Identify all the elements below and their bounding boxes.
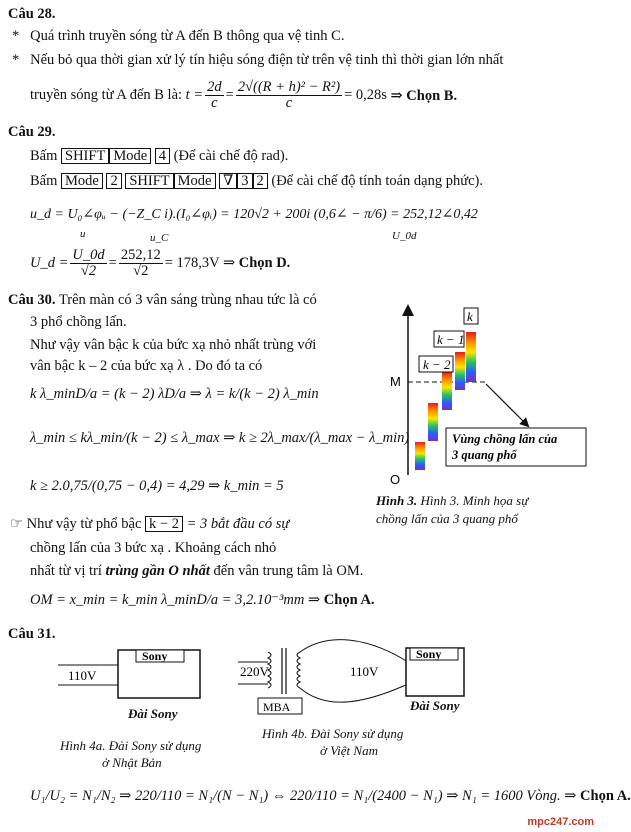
q30-line-1: Câu 30. Trên màn có 3 vân sáng trùng nhau tức là có <box>8 292 317 308</box>
q30-eq2: λ_min ≤ kλ_min/(k − 2) ≤ λ_max ⇒ k ≥ 2λ_max/(λ_max − λ_min) <box>30 430 410 446</box>
q30-line-4: vân bậc k – 2 của bức xạ λ . Do đó ta có <box>30 358 263 374</box>
q29-eq1: u_d = U₀∠φᵤ − (−Z_C i).(I₀∠φᵢ) = 120√2 + 200i (0,6∠ − π/6) = 252,12∠0,42 <box>30 207 478 222</box>
q28-title: Câu 28. <box>8 6 56 22</box>
q28-bullet-2: * Nếu bỏ qua thời gian xử lý tín hiệu sóng điện từ trên vệ tinh thì thời gian lớn nhất <box>12 52 504 68</box>
overlap-note-line-1: Vùng chồng lấn của <box>452 432 558 446</box>
figure-4a-caption-2: ở Nhật Bản <box>102 755 162 770</box>
radio-4a-name: Đài Sony <box>128 706 178 721</box>
watermark: mpc247.com <box>527 816 594 828</box>
q30-line-7: nhất từ vị trí trùng gần O nhất đến vân trung tâm là OM. <box>30 563 364 579</box>
label-k1: k − 1 <box>437 332 465 347</box>
mba-label: MBA <box>263 700 291 714</box>
pointer-hand-icon: ☞ <box>10 516 23 532</box>
input-voltage-label: 220V <box>240 664 269 679</box>
q30-line-5: ☞ Như vậy từ phổ bậc k − 2 = 3 bắt đầu có sự <box>10 516 290 532</box>
label-m: M <box>390 374 401 389</box>
radio-japan-figure <box>58 645 208 705</box>
q29-title: Câu 29. <box>8 124 56 140</box>
q31-equation: U₁/U₂ = N₁/N₂ ⇒ 220/110 = N₁/(N − N₁) ⇔ 220/110 = N₁/(2400 − N₁) ⇒ N₁ = 1600 Vòng. ⇒ Chọn A. <box>30 788 631 804</box>
label-k2: k − 2 <box>423 357 451 372</box>
output-voltage-label: 110V <box>350 664 379 679</box>
q29-eq2: U_d = $\frac{U\_0d}{√2}$ = $\frac{252,12}{√2}$ = 178,3V ⇒ Chọn D. <box>30 247 291 279</box>
q29-step-2: Bấm Mode 2 SHIFT Mode ∇ 3 2 (Để cài chế độ tính toán dạng phức). <box>30 173 483 189</box>
figure-3-caption-1: Hình 3. Hình 3. Minh họa sự <box>376 493 529 508</box>
q28-formula-line: truyền sóng từ A đến B là: t = $\frac{2d}{c}$ = $\frac{\text{2√((R + h)² − R²)}}{c}$ = 0,28s ⇒ Chọn B. <box>30 79 458 111</box>
label-o: O <box>390 472 401 487</box>
spectrum-bar-4 <box>455 352 465 390</box>
spectrum-bar-1 <box>415 442 425 470</box>
spectrum-bar-2 <box>428 403 438 441</box>
figure-4a-caption-1: Hình 4a. Đài Sony sử dụng <box>60 738 202 753</box>
q30-line-3: Như vậy vân bậc k của bức xạ nhỏ nhất trùng với <box>30 337 317 353</box>
q30-line-6: chồng lấn của 3 bức xạ . Khoảng cách nhỏ <box>30 540 277 556</box>
spectrum-bar-5 <box>466 332 476 382</box>
q29-eq1-u0d: U_0d <box>392 230 417 242</box>
q30-line-2: 3 phổ chồng lấn. <box>30 314 127 330</box>
q31-title: Câu 31. <box>8 626 56 642</box>
voltage-label: 110V <box>68 668 97 683</box>
q30-eq1: k λ_minD/a = (k − 2) λD/a ⇒ λ = k/(k − 2) λ_min <box>30 386 319 402</box>
secondary-wire-top <box>300 640 408 662</box>
label-k: k <box>467 309 473 324</box>
figure-4b-caption-1: Hình 4b. Đài Sony sử dụng <box>262 726 404 741</box>
sony-label: Sony <box>142 649 168 663</box>
secondary-coil <box>297 652 300 688</box>
pointer-arrow <box>486 384 526 424</box>
q28-bullet-1: * Quá trình truyền sóng từ A đến B thông qua vệ tinh C. <box>12 28 345 44</box>
q29-eq1-u: u <box>80 228 86 240</box>
spectrum-overlap-figure <box>378 300 598 490</box>
radio-4b-name: Đài Sony <box>410 698 460 713</box>
q29-eq1-uc: u_C <box>150 232 169 244</box>
sony-label-b: Sony <box>416 647 442 661</box>
overlap-note-line-2: 3 quang phổ <box>452 448 517 462</box>
q30-eq4: OM = x_min = k_min λ_minD/a = 3,2.10⁻³mm ⇒ Chọn A. <box>30 592 375 608</box>
q30-eq3: k ≥ 2.0,75/(0,75 − 0,4) = 4,29 ⇒ k_min = 5 <box>30 478 284 494</box>
secondary-wire-bottom <box>300 684 408 702</box>
figure-3-caption-2: chồng lấn của 3 quang phổ <box>376 511 518 526</box>
spectrum-bar-3 <box>442 372 452 410</box>
figure-4b-caption-2: ở Việt Nam <box>320 743 378 758</box>
q29-step-1: Bấm SHIFT Mode 4 (Để cài chế độ rad). <box>30 148 289 164</box>
